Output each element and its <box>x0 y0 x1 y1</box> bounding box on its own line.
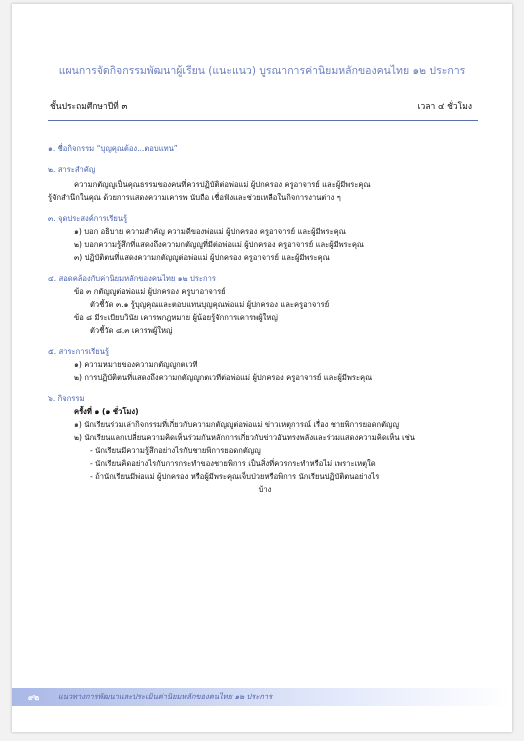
list-item: ๑) นักเรียนร่วมเล่ากิจกรรมที่เกี่ยวกับความกตัญญูต่อพ่อแม่ ข่าวเหตุการณ์ เรื่อง ชายพิการยอดกตัญญู <box>74 420 399 429</box>
session-label: ครั้งที่ ๑ (๑ ชั่วโมง) <box>74 407 139 416</box>
duration: เวลา ๔ ชั่วโมง <box>417 102 472 112</box>
section-heading: ๖. กิจกรรม <box>48 394 85 403</box>
list-item: ๓) ปฏิบัติตนที่แสดงความกตัญญูต่อพ่อแม่ ผู้ปกครอง ครูอาจารย์ และผู้มีพระคุณ <box>74 253 330 262</box>
page-title: แผนการจัดกิจกรรมพัฒนาผู้เรียน (แนะแนว) บูรณาการค่านิยมหลักของคนไทย ๑๒ ประการ <box>58 65 466 77</box>
section-heading: ๔. สอดคล้องกับค่านิยมหลักของคนไทย ๑๒ ประการ <box>48 274 216 283</box>
indicator-item: ตัวชี้วัด ๓.๑ รู้บุญคุณและตอบแทนบุญคุณพ่อแม่ ผู้ปกครอง และครูอาจารย์ <box>90 300 330 309</box>
footer-text: แนวทางการพัฒนาและประเมินค่านิยมหลักของคนไทย ๑๒ ประการ <box>58 692 273 701</box>
paragraph-line: รู้จักสำนึกในคุณ ด้วยการแสดงความเคารพ นับถือ เชื่อฟังและช่วยเหลือในกิจการงานต่าง ๆ <box>48 193 341 202</box>
header-divider <box>48 120 478 121</box>
paragraph-line: ความกตัญญูเป็นคุณธรรมของคนที่ควรปฏิบัติต่อพ่อแม่ ผู้ปกครอง ครูอาจารย์ และผู้มีพระคุณ <box>74 180 371 189</box>
section-heading: ๕. สาระการเรียนรู้ <box>48 347 109 356</box>
list-item: ๑) บอก อธิบาย ความสำคัญ ความดีของพ่อแม่ ผู้ปกครอง ครูอาจารย์ และผู้มีพระคุณ <box>74 227 346 236</box>
document-page <box>12 4 512 732</box>
continuation-text: บ้าง <box>258 485 272 494</box>
list-item: ข้อ ๘ มีระเบียบวินัย เคารพกฎหมาย ผู้น้อยรู้จักการเคารพผู้ใหญ่ <box>74 313 278 322</box>
bullet-item: - นักเรียนมีความรู้สึกอย่างไรกับชายพิการยอดกตัญญู <box>90 446 261 455</box>
indicator-item: ตัวชี้วัด ๘.๓ เคารพผู้ใหญ่ <box>90 326 173 335</box>
section-heading: ๑. ชื่อกิจกรรม “บุญคุณต้อง...ตอบแทน” <box>48 144 178 153</box>
section-heading: ๓. จุดประสงค์การเรียนรู้ <box>48 214 128 223</box>
bullet-item: - ถ้านักเรียนมีพ่อแม่ ผู้ปกครอง หรือผู้มีพระคุณเจ็บป่วยหรือพิการ นักเรียนปฏิบัติตนอย่างไร <box>90 472 380 481</box>
list-item: ๒) การปฏิบัติตนที่แสดงถึงความกตัญญูกตเวทีต่อพ่อแม่ ผู้ปกครอง ครูอาจารย์ และผู้มีพระคุณ <box>74 373 373 382</box>
list-item: ๒) บอกความรู้สึกที่แสดงถึงความกตัญญูที่มีต่อพ่อแม่ ผู้ปกครอง ครูอาจารย์ และผู้มีพระคุณ <box>74 240 364 249</box>
page-footer <box>12 688 512 706</box>
grade-level: ชั้นประถมศึกษาปีที่ ๓ <box>50 102 128 112</box>
list-item: ๑) ความหมายของความกตัญญูกตเวที <box>74 360 198 369</box>
section-heading: ๒. สาระสำคัญ <box>48 165 96 174</box>
list-item: ๒) นักเรียนแลกเปลี่ยนความคิดเห็นร่วมกันหลักการเกี่ยวกับข่าวอันทรงพลังและร่วมแสดงความคิดเห็น เช่น <box>74 433 415 442</box>
list-item: ข้อ ๓ กตัญญูต่อพ่อแม่ ผู้ปกครอง ครูบาอาจารย์ <box>74 287 226 296</box>
page-number: ๙๒ <box>28 693 40 702</box>
document-body <box>48 142 482 496</box>
bullet-item: - นักเรียนคิดอย่างไรกับการกระทำของชายพิการ เป็นสิ่งที่ควรกระทำหรือไม่ เพราะเหตุใด <box>90 459 376 468</box>
